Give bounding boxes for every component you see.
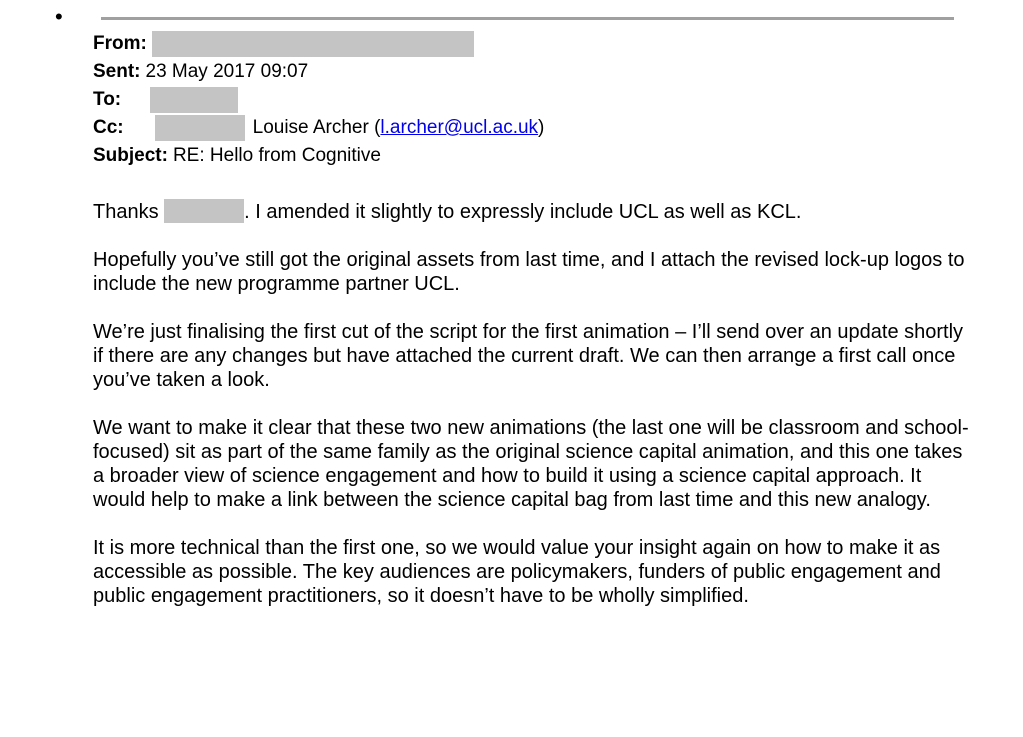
paragraph-5: It is more technical than the first one, so we would value your insight again on how to make it as accessible as possible. The key audiences are policymakers, funders of public engagement and public engagement practitioners, so it doesn’t have to be wholly simplified.: [93, 537, 941, 607]
to-label: To:: [93, 89, 122, 110]
sent-value: 23 May 2017 09:07: [145, 61, 309, 82]
paragraph-1: [93, 199, 973, 224]
cc-email-link[interactable]: l.archer@ucl.ac.uk: [380, 117, 539, 138]
email-body: [93, 199, 973, 632]
to-row: [93, 86, 544, 114]
redacted-cc: [155, 115, 245, 141]
email-header: [93, 30, 544, 170]
cc-close: ): [538, 117, 545, 138]
p1-end: . I amended it slightly to expressly include UCL as well as KCL.: [244, 201, 802, 223]
header-divider: [101, 17, 954, 20]
subject-label: Subject:: [93, 145, 168, 166]
sent-row: [93, 58, 544, 86]
from-label: From:: [93, 33, 147, 54]
redacted-from: [152, 31, 474, 57]
paragraph-2: Hopefully you’ve still got the original assets from last time, and I attach the revised lock-up logos to include the new programme partner UCL.: [93, 249, 965, 295]
cc-row: [93, 114, 544, 142]
p1-start: Thanks: [93, 201, 165, 223]
subject-value: RE: Hello from Cognitive: [172, 145, 381, 166]
cc-label: Cc:: [93, 117, 124, 138]
from-row: [93, 30, 544, 58]
redacted-name: [164, 199, 244, 223]
sent-label: Sent:: [93, 61, 141, 82]
redacted-to: [150, 87, 238, 113]
paragraph-3: We’re just finalising the first cut of the script for the first animation – I’ll send over an update shortly if there are any changes but have attached the current draft. We can then arrange a first call once you’ve taken a look.: [93, 321, 964, 391]
subject-row: [93, 142, 544, 170]
list-bullet: •: [55, 4, 63, 29]
paragraph-4: We want to make it clear that these two new animations (the last one will be classroom and school-focused) sit as part of the same family as the original science capital animation, and this one takes a broader view of science engagement and how to build it using a science capital approach. It would help to make a link between the science capital bag from last time and this new analogy.: [93, 417, 969, 511]
cc-name: Louise Archer (: [252, 117, 381, 138]
